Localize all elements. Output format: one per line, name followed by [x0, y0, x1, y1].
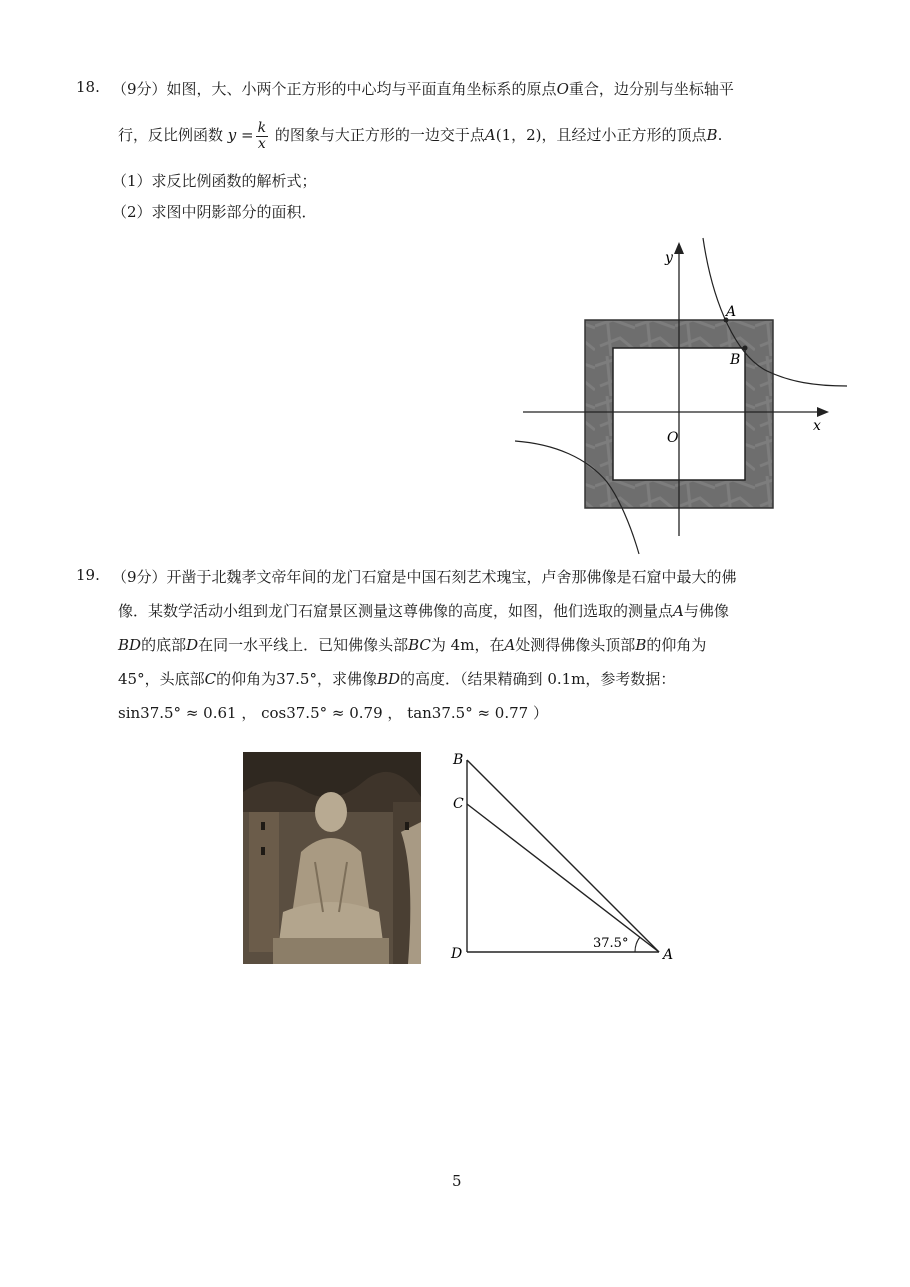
q19-line1: （9分）开凿于北魏孝文帝年间的龙门石窟是中国石刻艺术瑰宝，卢舍那佛像是石窟中最大的佛 [112, 568, 737, 586]
q18-line1 [112, 78, 734, 100]
q18-period: . [717, 126, 723, 144]
q19-l4-b: 的仰角为37.5°，求佛像 [216, 670, 377, 688]
q19-line2-text: 像．某数学活动小组到龙门石窟景区测量这尊佛像的高度，如图，他们选取的测量点 [118, 602, 674, 620]
q19-line4 [118, 668, 675, 690]
q18-y-eq: y = [227, 126, 254, 144]
label-A: A [726, 304, 737, 320]
label-y: y [665, 250, 673, 266]
q18-figure [515, 236, 855, 556]
y-axis-arrow [674, 242, 684, 254]
point-B-dot [743, 346, 748, 351]
q19-l4-c: 的高度．（结果精确到 0.1m，参考数据： [400, 670, 676, 688]
q19-l3-e: 的仰角为 [646, 636, 707, 654]
q18-sub1: （1）求反比例函数的解析式； [112, 172, 317, 190]
q19-l4-BD: BD [376, 670, 401, 688]
q18-text5: ，且经过小正方形的顶点 [541, 126, 707, 144]
label-C: C [453, 796, 464, 812]
q19-l3-d: 处测得佛像头顶部 [515, 636, 636, 654]
q19-l3-D: D [186, 636, 199, 654]
q19-l4-a: 45°，头底部 [118, 670, 205, 688]
q18-text4: 的图象与大正方形的一边交于点 [274, 126, 485, 144]
segment-CA [467, 804, 659, 952]
page-number: 5 [452, 1172, 462, 1190]
label-O: O [667, 430, 679, 446]
q19-figure [445, 748, 685, 973]
q18-point-A: A [484, 126, 496, 144]
angle-label: 37.5° [593, 936, 629, 951]
q19-number: 19. [76, 566, 100, 584]
label-D: D [451, 946, 463, 962]
q18-text2: 重合，边分别与坐标轴平 [568, 80, 734, 98]
q18-origin-O: O [556, 80, 569, 98]
label-B: B [730, 352, 741, 368]
q18-frac-k: k [257, 119, 267, 136]
q18-points: （9分） [112, 80, 167, 98]
segment-BA [467, 760, 659, 952]
q19-line2 [118, 600, 729, 622]
q18-fraction [256, 121, 268, 152]
q19-l3-B: B [635, 636, 647, 654]
q18-sub2: （2）求图中阴影部分的面积． [112, 203, 317, 221]
q19-l3-a: 的底部 [141, 636, 187, 654]
q18-text1: 如图，大、小两个正方形的中心均与平面直角坐标系的原点 [166, 80, 557, 98]
angle-arc [635, 937, 640, 952]
q18-frac-x: x [257, 135, 266, 152]
q19-line2-tail: 与佛像 [683, 602, 729, 620]
q18-text3: 行，反比例函数 [118, 126, 224, 144]
q19-l3-BD: BD [118, 636, 142, 654]
q18-point-B: B [706, 126, 718, 144]
q19-line2-A: A [673, 602, 684, 620]
label-A: A [663, 947, 674, 963]
label-x: x [813, 418, 821, 434]
q19-l4-C: C [204, 670, 217, 688]
q19-reference: sin37.5° ≈ 0.61 ， cos37.5° ≈ 0.79 ， tan37.5° ≈ 0.77 ） [118, 704, 548, 722]
q18-A-coords: (1，2) [495, 126, 542, 144]
q19-l3-A: A [504, 636, 516, 654]
buddha-photo [243, 752, 421, 964]
q18-line2 [118, 118, 722, 152]
q19-line3 [118, 634, 706, 656]
x-axis-arrow [817, 407, 829, 417]
q19-l3-c: 为 4m，在 [430, 636, 505, 654]
q19-l3-BC: BC [408, 636, 431, 654]
q19-l3-b: 在同一水平线上．已知佛像头部 [198, 636, 409, 654]
q18-number: 18. [76, 78, 100, 96]
label-B: B [453, 752, 464, 768]
